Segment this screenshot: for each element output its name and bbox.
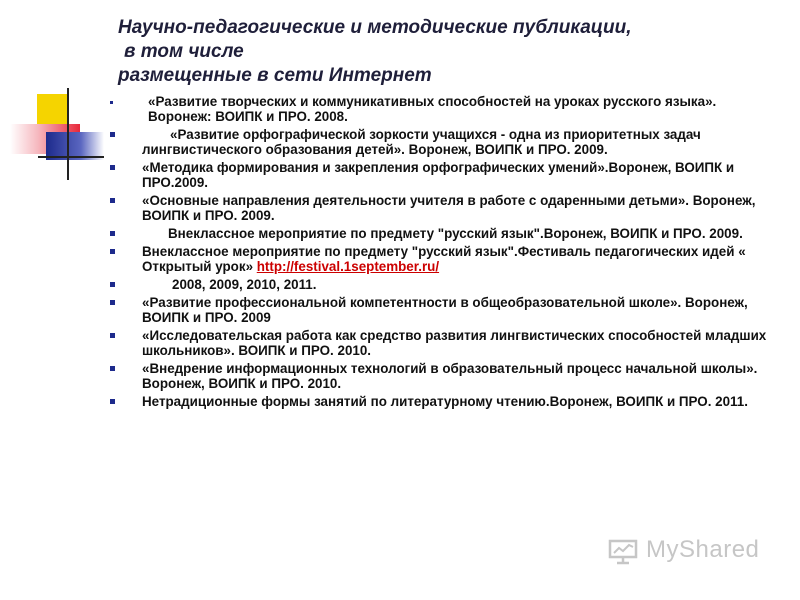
item-text: «Развитие профессиональной компетентности в общеобразовательной школе». Воронеж, ВОИПК и ПРО. 2009 bbox=[142, 295, 748, 325]
bullet-icon bbox=[110, 165, 115, 170]
title-line-1: Научно-педагогические и методические публикации, bbox=[118, 17, 632, 38]
festival-link[interactable]: http://festival.1september.ru/ bbox=[256, 259, 440, 274]
list-item bbox=[110, 160, 770, 190]
bullet-icon bbox=[110, 231, 115, 236]
item-text: 2008, 2009, 2010, 2011. bbox=[172, 277, 317, 292]
bullet-icon bbox=[110, 300, 115, 305]
item-text: «Внедрение информационных технологий в образовательный процесс начальной школы». Воронеж, ВОИПК и ПРО. 2010. bbox=[142, 361, 758, 391]
watermark-logo: MyShared bbox=[646, 536, 760, 563]
list-item bbox=[110, 394, 770, 409]
bullet-icon bbox=[110, 366, 115, 371]
publications-list bbox=[110, 94, 770, 412]
list-item bbox=[110, 226, 770, 241]
title-line-3: размещенные в сети Интернет bbox=[118, 65, 432, 86]
bullet-icon bbox=[110, 399, 115, 404]
list-item bbox=[110, 193, 770, 223]
list-item bbox=[110, 361, 770, 391]
list-item bbox=[110, 328, 770, 358]
item-text: «Развитие творческих и коммуникативных способностей на уроках русского языка». Воронеж: ВОИПК и ПРО. 2008. bbox=[148, 94, 717, 124]
list-item bbox=[110, 127, 770, 157]
page-title bbox=[118, 16, 768, 88]
list-item bbox=[110, 295, 770, 325]
item-text: «Основные направления деятельности учителя в работе с одаренными детьми». Воронеж, ВОИПК и ПРО. 2009. bbox=[142, 193, 756, 223]
title-line-2: в том числе bbox=[124, 41, 244, 62]
item-text: Внеклассное мероприятие по предмету "русский язык".Воронеж, ВОИПК и ПРО. 2009. bbox=[168, 226, 743, 241]
item-text: «Методика формирования и закрепления орфографических умений».Воронеж, ВОИПК и ПРО.2009. bbox=[142, 160, 735, 190]
item-text: «Исследовательская работа как средство развития лингвистических способностей младших школьников». ВОИПК и ПРО. 2010. bbox=[142, 328, 767, 358]
bullet-icon bbox=[110, 132, 115, 137]
list-item bbox=[110, 94, 770, 124]
item-text: Внеклассное мероприятие по предмету "русский язык".Фестиваль педагогических идей « Открытый урок» bbox=[142, 244, 746, 274]
presentation-icon bbox=[608, 539, 638, 565]
decor-horizontal-line bbox=[38, 156, 104, 158]
bullet-icon bbox=[110, 249, 115, 254]
list-item bbox=[110, 277, 770, 292]
bullet-icon bbox=[110, 101, 113, 104]
bullet-icon bbox=[110, 198, 115, 203]
item-text: «Развитие орфографической зоркости учащихся - одна из приоритетных задач лингвистического образования детей». Воронеж, ВОИПК и ПРО. 2009. bbox=[142, 127, 701, 157]
item-text: Нетрадиционные формы занятий по литературному чтению.Воронеж, ВОИПК и ПРО. 2011. bbox=[142, 394, 748, 409]
bullet-icon bbox=[110, 333, 115, 338]
bullet-icon bbox=[110, 282, 115, 287]
list-item bbox=[110, 244, 770, 274]
decor-vertical-line bbox=[67, 88, 69, 180]
